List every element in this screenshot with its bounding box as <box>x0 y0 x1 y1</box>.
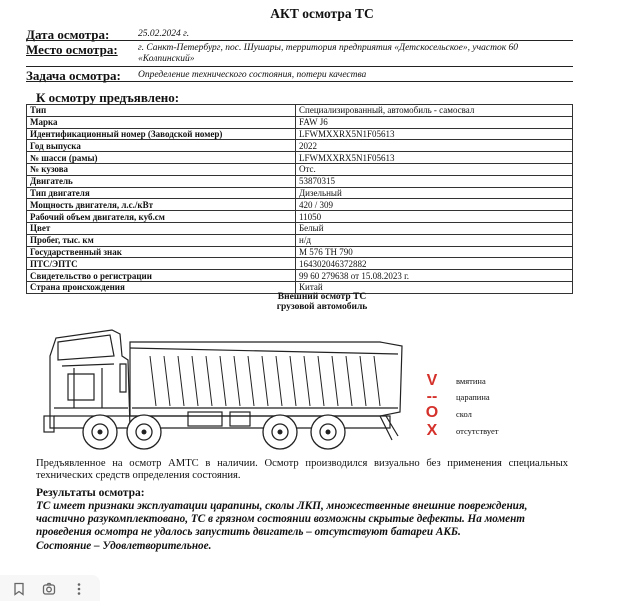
spec-key: ПТС/ЭПТС <box>27 258 296 270</box>
legend-scratch-symbol: -- <box>426 388 438 405</box>
more-vertical-icon[interactable] <box>72 582 86 596</box>
spec-key: Год выпуска <box>27 140 296 152</box>
exterior-subtitle: грузовой автомобиль <box>276 302 368 312</box>
spec-value: М 576 ТН 790 <box>296 246 573 258</box>
spec-row <box>27 187 573 199</box>
spec-row <box>27 222 573 234</box>
spec-row <box>27 199 573 211</box>
spec-row <box>27 258 573 270</box>
place-label: Место осмотра: <box>26 42 118 57</box>
spec-row <box>27 270 573 282</box>
legend-scratch-label: царапина <box>456 392 490 402</box>
spec-key: Двигатель <box>27 175 296 187</box>
legend-dent-label: вмятина <box>456 376 486 386</box>
spec-value: LFWMXXRX5N1F05613 <box>296 152 573 164</box>
spec-value: Специализированный, автомобиль - самосвал <box>296 105 573 117</box>
bookmark-icon[interactable] <box>12 582 26 596</box>
spec-row <box>27 211 573 223</box>
place-rule <box>26 66 573 67</box>
dump-truck-diagram <box>40 316 420 456</box>
spec-value: 11050 <box>296 211 573 223</box>
task-value: Определение технического состояния, потери качества <box>138 70 367 80</box>
condition-text: Состояние – Удовлетворительное. <box>36 540 212 552</box>
legend-missing-label: отсутствует <box>456 426 499 436</box>
results-text: ТС имеет признаки эксплуатации царапины, сколы ЛКП, множественные внешние повреждения, частично разукомплектовано, ТС в грязном состоянии возможны скрытые дефекты. На момент проведения осмотра не удалось запустить двигатель – отсутствуют батареи АКБ. <box>36 500 528 539</box>
spec-value: Отс. <box>296 163 573 175</box>
legend-missing-symbol: X <box>426 422 438 439</box>
inspection-paragraph: Предъявленное на осмотр АМТС в наличии. Осмотр производился визуально без применения специальных технических средств определения состояния. <box>36 458 568 481</box>
document-title: АКТ осмотра ТС <box>270 6 374 21</box>
spec-value: 164302046372882 <box>296 258 573 270</box>
date-value: 25.02.2024 г. <box>138 29 190 39</box>
spec-value: Белый <box>296 222 573 234</box>
spec-key: Идентификационный номер (Заводской номер) <box>27 128 296 140</box>
spec-row <box>27 163 573 175</box>
spec-key: Страна происхождения <box>27 281 296 293</box>
spec-row <box>27 128 573 140</box>
task-rule <box>26 81 573 82</box>
spec-value: н/д <box>296 234 573 246</box>
spec-value: LFWMXXRX5N1F05613 <box>296 128 573 140</box>
spec-value: 420 / 309 <box>296 199 573 211</box>
date-label: Дата осмотра: <box>26 27 110 42</box>
spec-key: Рабочий объем двигателя, куб.см <box>27 211 296 223</box>
spec-key: № кузова <box>27 163 296 175</box>
spec-row <box>27 152 573 164</box>
legend-chip-label: скол <box>456 409 472 419</box>
spec-key: Марка <box>27 116 296 128</box>
spec-key: Тип <box>27 105 296 117</box>
place-value-line2: «Колпинский» <box>138 54 195 64</box>
spec-key: Государственный знак <box>27 246 296 258</box>
vehicle-spec-table <box>26 104 573 294</box>
spec-value: Китай <box>296 281 573 293</box>
spec-value: Дизельный <box>296 187 573 199</box>
spec-value: FAW J6 <box>296 116 573 128</box>
legend-dent-symbol: V <box>426 372 438 389</box>
spec-row <box>27 175 573 187</box>
results-label: Результаты осмотра: <box>36 487 145 499</box>
spec-row <box>27 234 573 246</box>
spec-value: 53870315 <box>296 175 573 187</box>
spec-key: Цвет <box>27 222 296 234</box>
spec-key: Тип двигателя <box>27 187 296 199</box>
task-label: Задача осмотра: <box>26 68 121 83</box>
spec-value: 99 60 279638 от 15.08.2023 г. <box>296 270 573 282</box>
spec-value: 2022 <box>296 140 573 152</box>
camera-lens-icon[interactable] <box>42 582 56 596</box>
exterior-title: Внешний осмотр ТС <box>277 292 367 302</box>
place-value-line1: г. Санкт-Петербург, пос. Шушары, территория предприятия «Детскосельское», участок 60 <box>138 43 519 53</box>
spec-key: № шасси (рамы) <box>27 152 296 164</box>
legend-chip-symbol: O <box>425 404 439 421</box>
spec-row <box>27 116 573 128</box>
spec-row <box>27 140 573 152</box>
presented-label: К осмотру предъявлено: <box>36 90 180 105</box>
spec-row <box>27 246 573 258</box>
spec-row <box>27 105 573 117</box>
spec-key: Свидетельство о регистрации <box>27 270 296 282</box>
date-rule <box>26 40 573 41</box>
spec-key: Мощность двигателя, л.с./кВт <box>27 199 296 211</box>
spec-key: Пробег, тыс. км <box>27 234 296 246</box>
